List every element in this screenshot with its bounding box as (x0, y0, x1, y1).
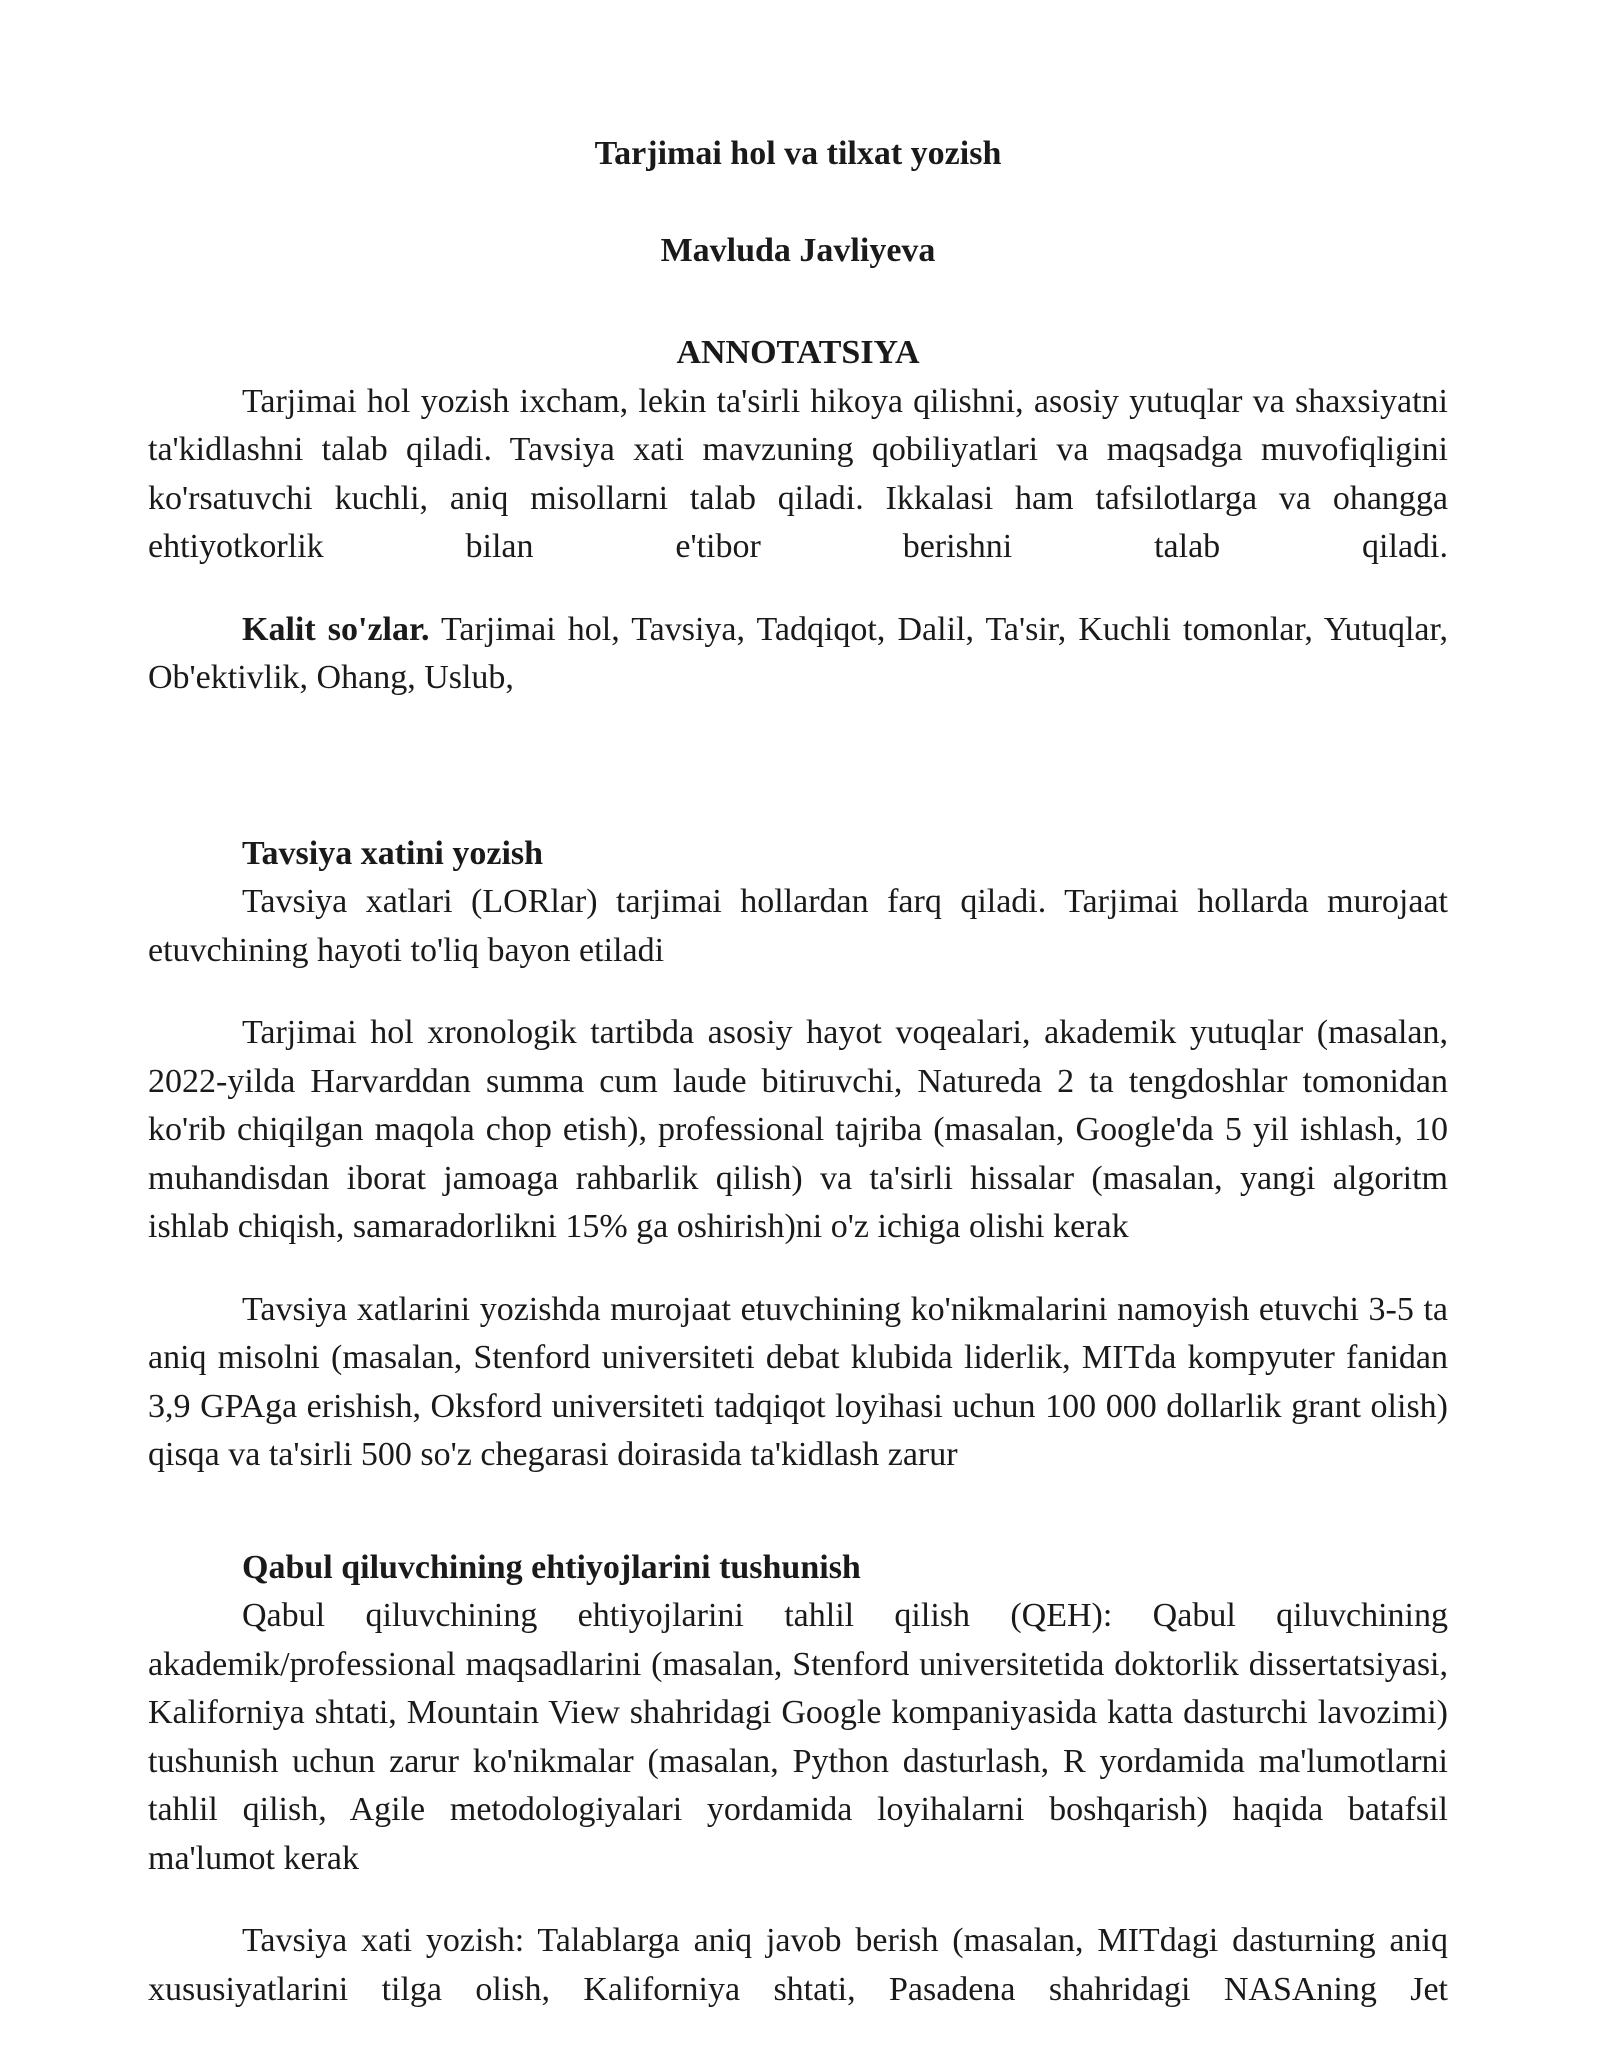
keywords-paragraph (148, 606, 1448, 703)
section-heading-recommendation-letter: Tavsiya xatini yozish (242, 834, 544, 872)
section1-paragraph-2: Tarjimai hol xronologik tartibda asosiy hayot voqealari, akademik yutuqlar (masalan, 2022-yilda Harvarddan summa cum laude bitiruvchi, Natureda 2 ta tengdoshlar tomonidan ko'rib chiqilgan maqola chop etish), professional tajriba (masalan, Google'da 5 yil ishlash, 10 muhandisdan iborat jamoaga rahbarlik qilish) va ta'sirli hissalar (masalan, yangi algoritm ishlab chiqish, samaradorlikni 15% ga oshirish)ni o'z ichiga olishi kerak (148, 1014, 1448, 1245)
document-page (148, 0, 1448, 2014)
abstract-paragraph: Tarjimai hol yozish ixcham, lekin ta'sirli hikoya qilishni, asosiy yutuqlar va shaxsiyatni ta'kidlashni talab qiladi. Tavsiya xati mavzuning qobiliyatlari va maqsadga muvofiqligini ko'rsatuvchi kuchli, aniq misollarni talab qiladi. Ikkalasi ham tafsilotlarga va ohangga ehtiyotkorlik bilan e'tibor berishni talab qiladi. (148, 382, 1448, 565)
keywords-list: Tarjimai hol, Tavsiya, Tadqiqot, Dalil, Ta'sir, Kuchli tomonlar, Yutuqlar, Ob'ektivlik, Ohang, Uslub, (148, 610, 1448, 696)
abstract-heading: ANNOTATSIYA (676, 334, 920, 371)
document-title: Tarjimai hol va tilxat yozish (594, 135, 1002, 172)
section-heading-recipient-needs: Qabul qiluvchining ehtiyojlarini tushunish (242, 1548, 861, 1586)
section1-paragraph-3: Tavsiya xatlarini yozishda murojaat etuvchining ko'nikmalarini namoyish etuvchi 3-5 ta aniq misolni (masalan, Stenford universiteti debat klubida liderlik, MITda kompyuter fanidan 3,9 GPAga erishish, Oksford universiteti tadqiqot loyihasi uchun 100 000 dollarlik grant olish) qisqa va ta'sirli 500 so'z chegarasi doirasida ta'kidlash zarur (148, 1290, 1448, 1473)
keywords-label: Kalit so'zlar. (242, 610, 430, 648)
author-name: Mavluda Javliyeva (660, 231, 936, 269)
section2-paragraph-2: Tavsiya xati yozish: Talablarga aniq javob berish (masalan, MITdagi dasturning aniq xususiyatlarini tilga olish, Kaliforniya shtati, Pasadena shahridagi NASAning Jet (148, 1922, 1448, 2008)
section2-paragraph-1: Qabul qiluvchining ehtiyojlarini tahlil qilish (QEH): Qabul qiluvchining akademik/professional maqsadlarini (masalan, Stenford universitetida doktorlik dissertatsiyasi, Kaliforniya shtati, Mountain View shahridagi Google kompaniyasida katta dasturchi lavozimi) tushunish uchun zarur ko'nikmalar (masalan, Python dasturlash, R yordamida ma'lumotlarni tahlil qilish, Agile metodologiyalari yordamida loyihalarni boshqarish) haqida batafsil ma'lumot kerak (148, 1597, 1448, 1877)
section1-paragraph-1: Tavsiya xatlari (LORlar) tarjimai hollardan farq qiladi. Tarjimai hollarda murojaat etuvchining hayoti to'liq bayon etiladi (148, 883, 1448, 969)
